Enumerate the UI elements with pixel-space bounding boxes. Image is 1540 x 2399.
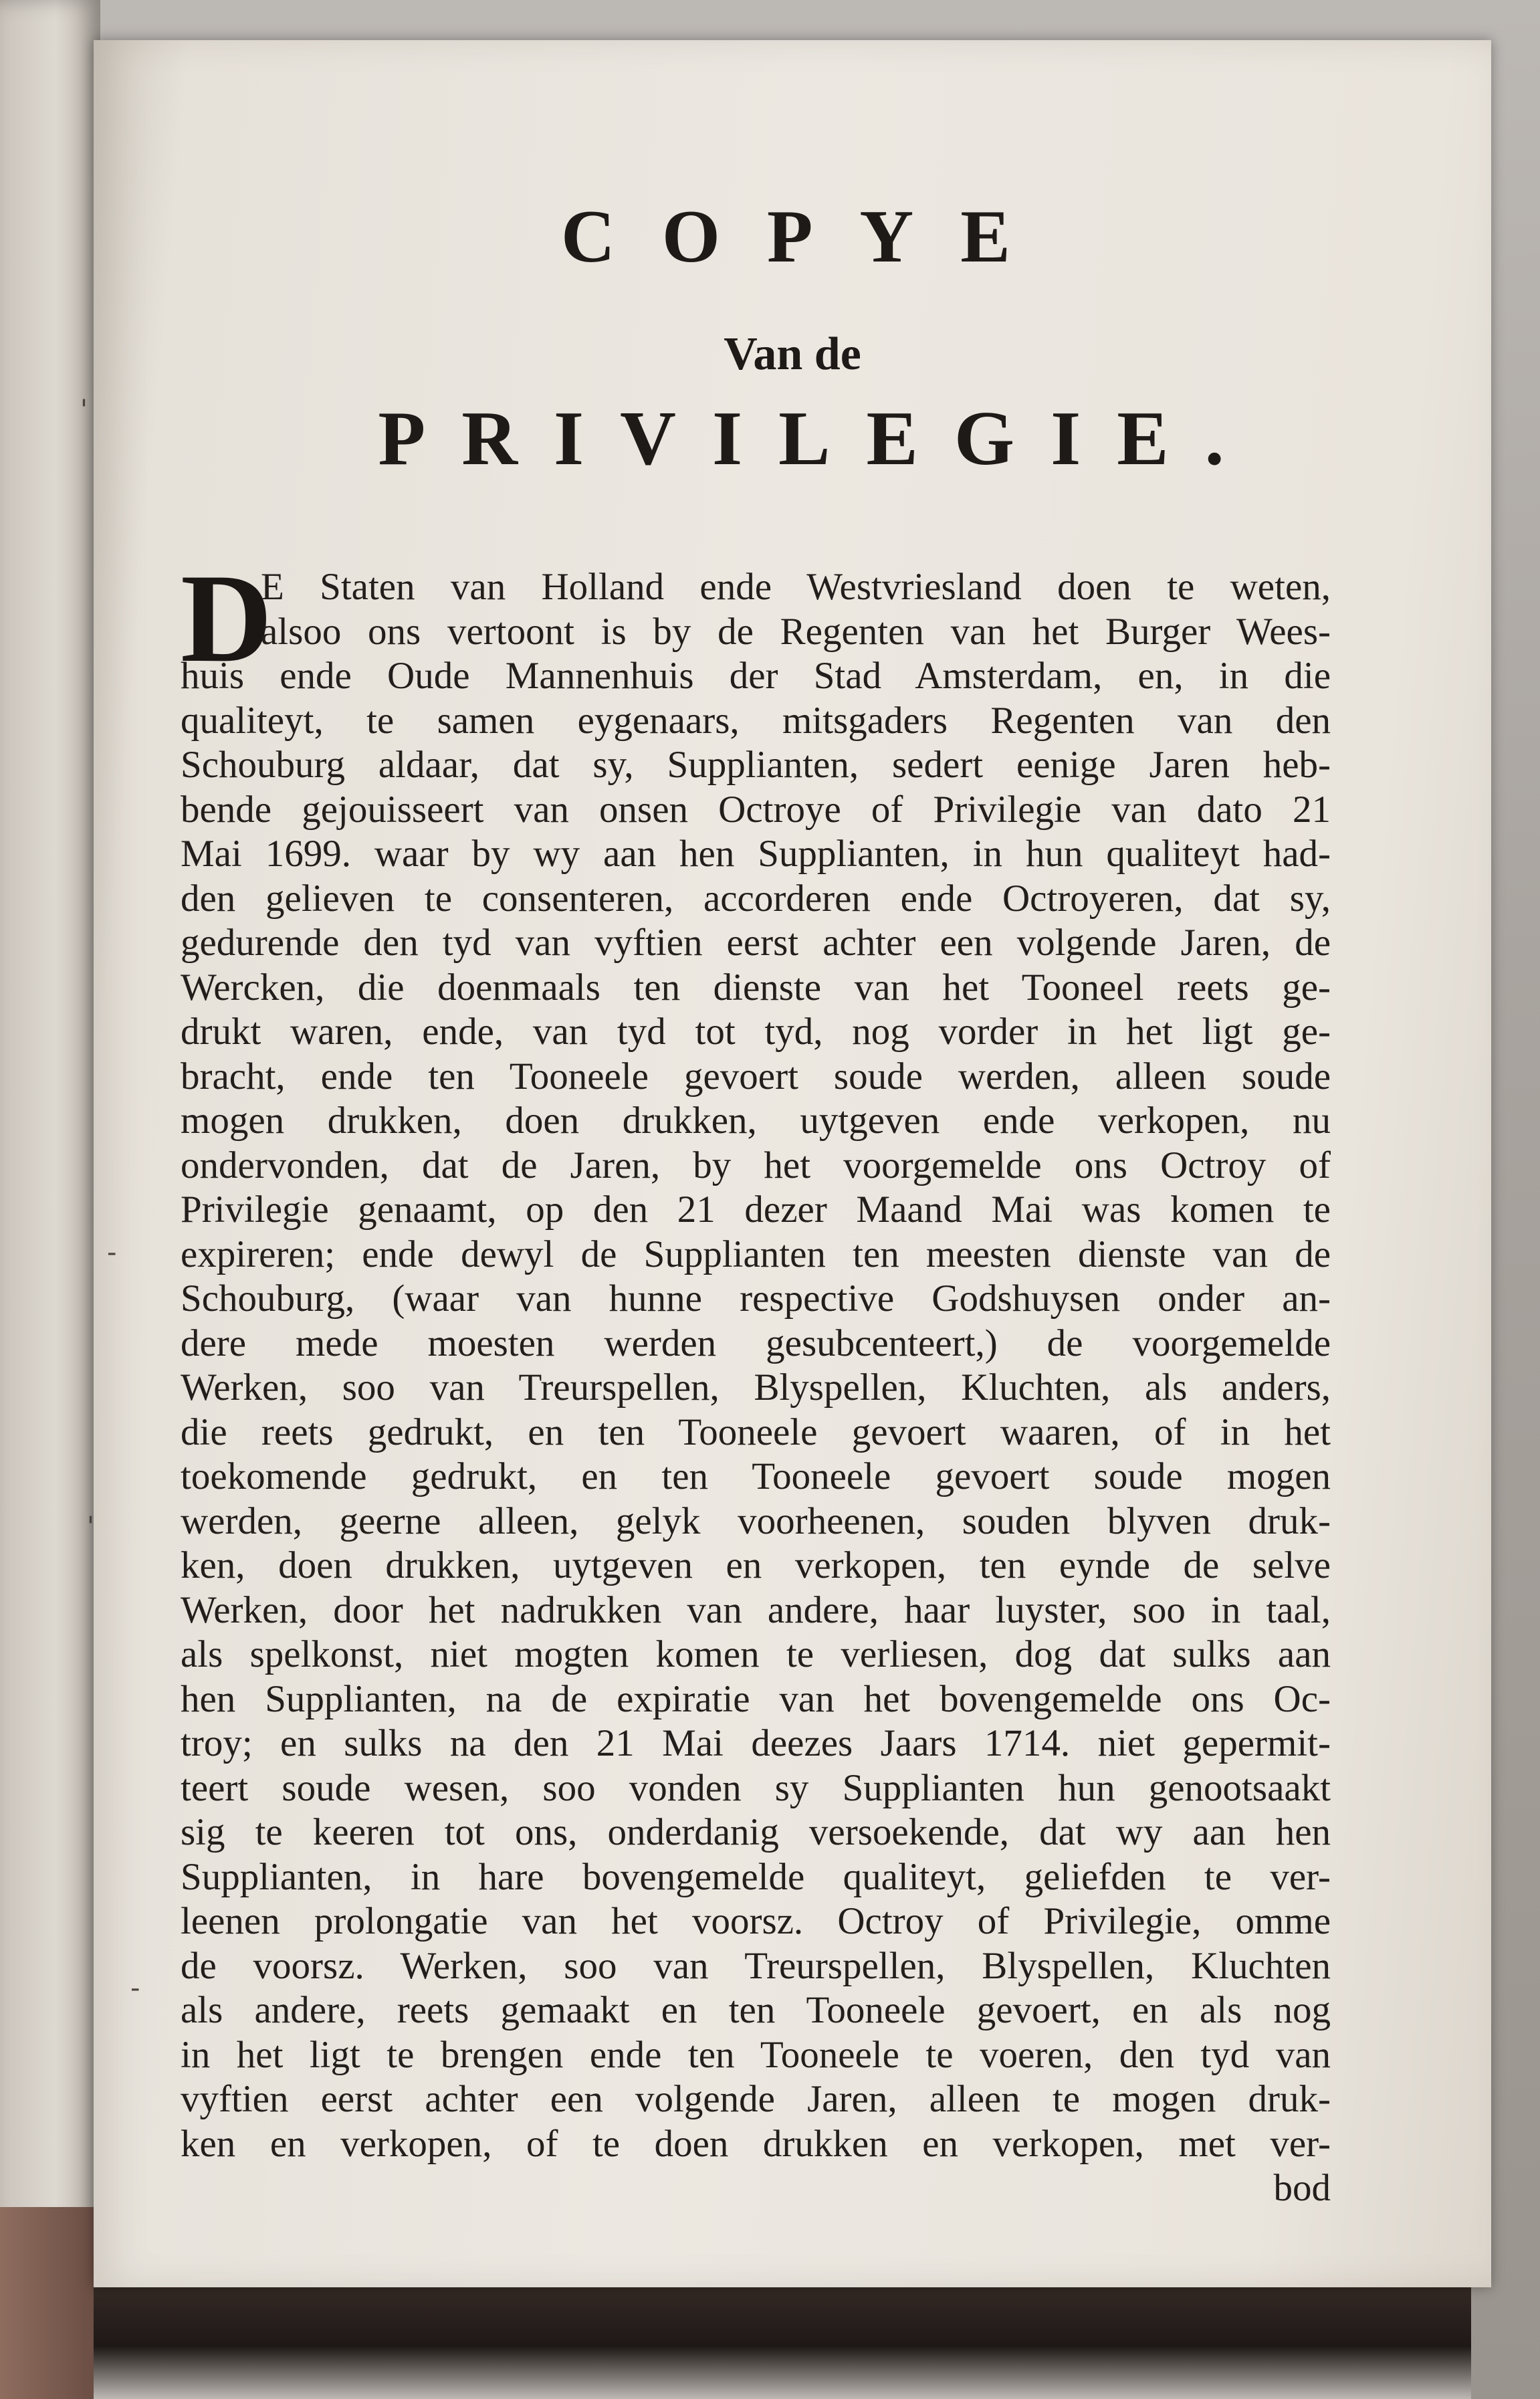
text-line: expireren; ende dewyl de Supplianten ten meesten dienste van de <box>181 1233 1331 1275</box>
text-line: Werken, soo van Treurspellen, Blyspellen, Kluchten, als anders, <box>181 1366 1331 1409</box>
text-line: den gelieven te consenteren, accorderen ende Octroyeren, dat sy, <box>181 877 1331 920</box>
text-line: ken, doen drukken, uytgeven en verkopen, ten eynde de selve <box>181 1544 1331 1586</box>
text-line: sig te keeren tot ons, onderdanig versoekende, dat wy aan hen <box>181 1811 1331 1853</box>
text-line: in het ligt te brengen ende ten Tooneele te voeren, den tyd van <box>181 2033 1331 2076</box>
text-line: ken en verkopen, of te doen drukken en verkopen, met ver- <box>181 2122 1331 2165</box>
margin-mark: ' <box>80 395 88 425</box>
text-line: Wercken, die doenmaals ten dienste van het Tooneel reets ge- <box>181 966 1331 1009</box>
text-line: hen Supplianten, na de expiratie van het bovengemelde ons Oc- <box>181 1677 1331 1720</box>
facing-page-left <box>0 0 100 2399</box>
text-line: Privilegie genaamt, op den 21 dezer Maand Mai was komen te <box>181 1188 1331 1231</box>
text-line: E Staten van Holland ende Westvriesland doen te weten, <box>261 566 1331 608</box>
text-line: als spelkonst, niet mogten komen te verliesen, dog dat sulks aan <box>181 1633 1331 1675</box>
text-line: Werken, door het nadrukken van andere, haar luyster, soo in taal, <box>181 1588 1331 1631</box>
title-heading: COPYE <box>561 195 1057 278</box>
drop-cap: D <box>181 548 273 689</box>
text-line: bod <box>1273 2167 1331 2209</box>
margin-mark: - <box>130 1973 140 2004</box>
text-line: huis ende Oude Mannenhuis der Stad Amsterdam, en, in die <box>181 655 1331 697</box>
text-line: gedurende den tyd van vyftien eerst achter een volgende Jaren, de <box>181 922 1331 964</box>
text-line: Schouburg aldaar, dat sy, Supplianten, sedert eenige Jaren heb- <box>181 744 1331 786</box>
text-line: de voorsz. Werken, soo van Treurspellen, Blyspellen, Kluchten <box>181 1944 1331 1987</box>
title-subject: PRIVILEGIE. <box>378 396 1260 482</box>
book-page <box>80 40 1491 2287</box>
margin-mark: ' <box>87 1511 94 1542</box>
text-line: als andere, reets gemaakt en ten Tooneele gevoert, en als nog <box>181 1989 1331 2031</box>
text-line: drukt waren, ende, van tyd tot tyd, nog vorder in het ligt ge- <box>181 1011 1331 1053</box>
title-connector: Van de <box>724 328 861 380</box>
text-line: die reets gedrukt, en ten Tooneele gevoert waaren, of in het <box>181 1411 1331 1453</box>
text-line: mogen drukken, doen drukken, uytgeven ende verkopen, nu <box>181 1100 1331 1142</box>
privilege-body-text <box>181 548 1331 2211</box>
text-line: Mai 1699. waar by wy aan hen Supplianten, in hun qualiteyt had- <box>181 833 1331 875</box>
text-line: troy; en sulks na den 21 Mai deezes Jaars 1714. niet gepermit- <box>181 1722 1331 1764</box>
text-line: werden, geerne alleen, gelyk voorheenen, souden blyven druk- <box>181 1499 1331 1542</box>
text-line: toekomende gedrukt, en ten Tooneele gevoert soude mogen <box>181 1455 1331 1497</box>
text-line: Schouburg, (waar van hunne respective Godshuysen onder an- <box>181 1277 1331 1320</box>
book-cover-edge <box>0 2207 94 2399</box>
margin-mark: - <box>107 1237 117 1268</box>
text-line: bracht, ende ten Tooneele gevoert soude werden, alleen soude <box>181 1055 1331 1098</box>
text-line: qualiteyt, te samen eygenaars, mitsgaders Regenten van den <box>181 699 1331 742</box>
text-line: dere mede moesten werden gesubcenteert,) de voorgemelde <box>181 1322 1331 1364</box>
text-line: bende gejouisseert van onsen Octroye of Privilegie van dato 21 <box>181 788 1331 831</box>
text-line: leenen prolongatie van het voorsz. Octroy of Privilegie, omme <box>181 1900 1331 1942</box>
text-line: ondervonden, dat de Jaren, by het voorgemelde ons Octroy of <box>181 1144 1331 1186</box>
text-line: vyftien eerst achter een volgende Jaren, alleen te mogen druk- <box>181 2078 1331 2120</box>
text-line: Supplianten, in hare bovengemelde qualiteyt, geliefden te ver- <box>181 1855 1331 1898</box>
text-line: alsoo ons vertoont is by de Regenten van het Burger Wees- <box>261 610 1331 653</box>
text-line: teert soude wesen, soo vonden sy Supplianten hun genootsaakt <box>181 1766 1331 1809</box>
